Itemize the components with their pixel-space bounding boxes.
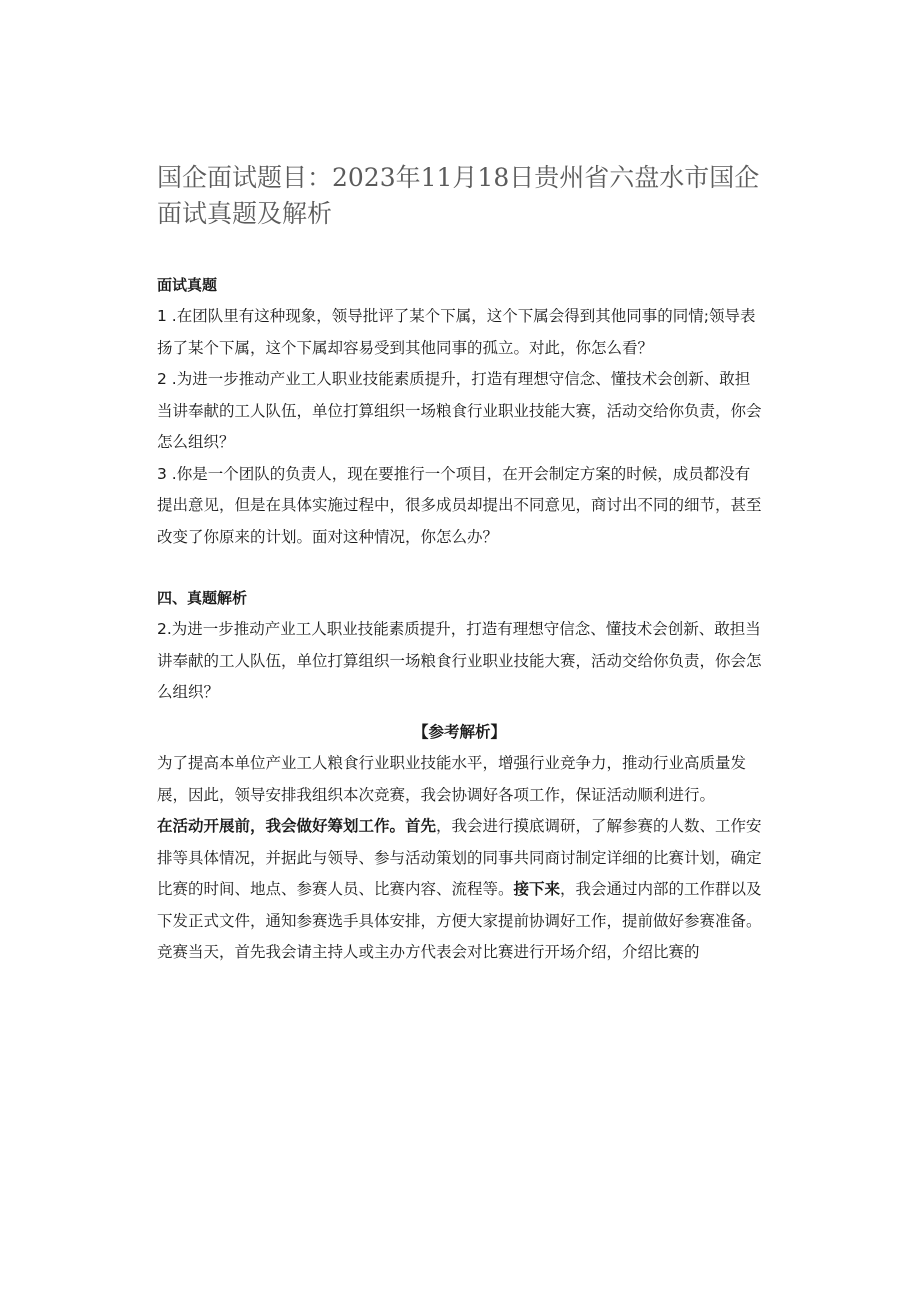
bold-lead-2: 接下来	[513, 880, 561, 898]
section-heading-analysis: 四、真题解析	[157, 589, 248, 607]
section-heading-questions: 面试真题	[157, 276, 218, 294]
bold-lead-1: 在活动开展前，我会做好筹划工作。首先	[157, 817, 437, 835]
spacer	[157, 553, 762, 583]
reference-label: 【参考解析】	[412, 722, 506, 741]
document-title: 国企面试题目：2023年11月18日贵州省六盘水市国企面试真题及解析	[157, 163, 760, 228]
question-2: 2 .为进一步推动产业工人职业技能素质提升，打造有理想守信念、懂技术会创新、敢担当讲奉献的工人队伍，单位打算组织一场粮食行业职业技能大赛，活动交给你负责，你会怎么组织？	[157, 370, 762, 451]
text-2: ，我会通过内部的工作群以及下发正式文件，通知参赛选手具体安排，方便大家提前协调好工作，提前做好参赛准备。	[157, 880, 762, 930]
analysis-paragraph-3: 竞赛当天，首先我会请主持人或主办方代表会对比赛进行开场介绍，介绍比赛的	[157, 943, 700, 961]
question-3: 3 .你是一个团队的负责人，现在要推行一个项目，在开会制定方案的时候，成员都没有提出意见，但是在具体实施过程中，很多成员却提出不同意见，商讨出不同的细节，甚至改变了你原来的计划。面对这种情况，你怎么办？	[157, 464, 762, 546]
analysis-paragraph-2	[157, 811, 762, 937]
analysis-paragraph-1: 为了提高本单位产业工人粮食行业职业技能水平，增强行业竞争力，推动行业高质量发展，因此，领导安排我组织本次竞赛，我会协调好各项工作，保证活动顺利进行。	[157, 754, 747, 804]
analysis-question: 2.为进一步推动产业工人职业技能素质提升，打造有理想守信念、懂技术会创新、敢担当讲奉献的工人队伍，单位打算组织一场粮食行业职业技能大赛，活动交给你负责，你会怎么组织？	[157, 620, 762, 701]
text-1: ，我会进行摸底调研，了解参赛的人数、工作安排等具体情况，并据此与领导、参与活动策划的同事共同商讨制定详细的比赛计划，确定比赛的时间、地点、参赛人员、比赛内容、流程等。	[157, 817, 762, 898]
question-1: 1 .在团队里有这种现象，领导批评了某个下属，这个下属会得到其他同事的同情;领导表扬了某个下属，这个下属却容易受到其他同事的孤立。对此，你怎么看？	[157, 307, 756, 357]
document-content	[157, 160, 762, 969]
